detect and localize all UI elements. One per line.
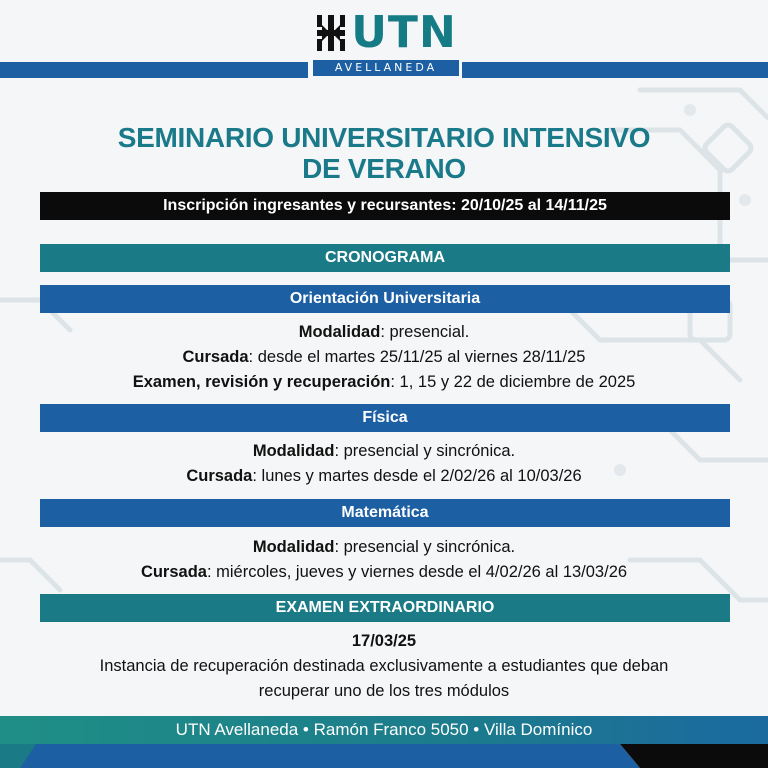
orientacion-modalidad	[0, 321, 768, 343]
row-label: Cursada	[182, 348, 249, 366]
extraordinary-exam-heading: EXAMEN EXTRAORDINARIO	[40, 594, 730, 622]
page-title-line-1: SEMINARIO UNIVERSITARIO INTENSIVO	[117, 122, 651, 153]
row-text: : presencial.	[380, 323, 470, 341]
footer	[0, 716, 768, 768]
row-label: Examen, revisión y recuperación	[132, 373, 391, 391]
row-text: : miércoles, jueves y viernes desde el 4/02/26 al 13/03/26	[206, 563, 628, 581]
extraordinary-description-line-1: Instancia de recuperación destinada exclusivamente a estudiantes que deban	[99, 657, 669, 675]
extraordinary-exam-date: 17/03/25	[351, 632, 417, 650]
row-text: : lunes y martes desde el 2/02/26 al 10/03/26	[252, 467, 582, 485]
fisica-modalidad	[0, 440, 768, 462]
extraordinary-description-line-2: recuperar uno de los tres módulos	[258, 682, 510, 700]
schedule-heading: CRONOGRAMA	[40, 244, 730, 272]
header-stripe-left	[0, 62, 308, 78]
row-label: Cursada	[186, 467, 253, 485]
row-text: : 1, 15 y 22 de diciembre de 2025	[390, 373, 636, 391]
section-heading-matematica: Matemática	[40, 499, 730, 527]
footer-stripes	[0, 744, 768, 768]
orientacion-cursada	[0, 346, 768, 368]
section-heading-fisica: Física	[40, 404, 730, 432]
fisica-cursada	[0, 465, 768, 487]
utn-logo	[310, 7, 462, 78]
footer-address: UTN Avellaneda • Ramón Franco 5050 • Villa Domínico	[175, 720, 593, 739]
logo-subtitle: AVELLANEDA	[313, 60, 459, 76]
section-heading-orientacion: Orientación Universitaria	[40, 285, 730, 313]
logo-title: UTN	[351, 7, 457, 58]
row-text: : presencial y sincrónica.	[334, 442, 516, 460]
row-text: : desde el martes 25/11/25 al viernes 28/11/25	[248, 348, 586, 366]
inscription-banner: Inscripción ingresantes y recursantes: 20/10/25 al 14/11/25	[40, 192, 730, 220]
orientacion-examen	[0, 371, 768, 393]
page-title-line-2: DE VERANO	[302, 153, 466, 184]
row-label: Modalidad	[298, 323, 381, 341]
utn-emblem-icon	[315, 13, 347, 53]
row-label: Cursada	[140, 563, 207, 581]
matematica-cursada	[0, 561, 768, 583]
row-label: Modalidad	[252, 442, 335, 460]
row-text: : presencial y sincrónica.	[334, 538, 516, 556]
matematica-modalidad	[0, 536, 768, 558]
row-label: Modalidad	[252, 538, 335, 556]
header-stripe-right	[462, 62, 768, 78]
